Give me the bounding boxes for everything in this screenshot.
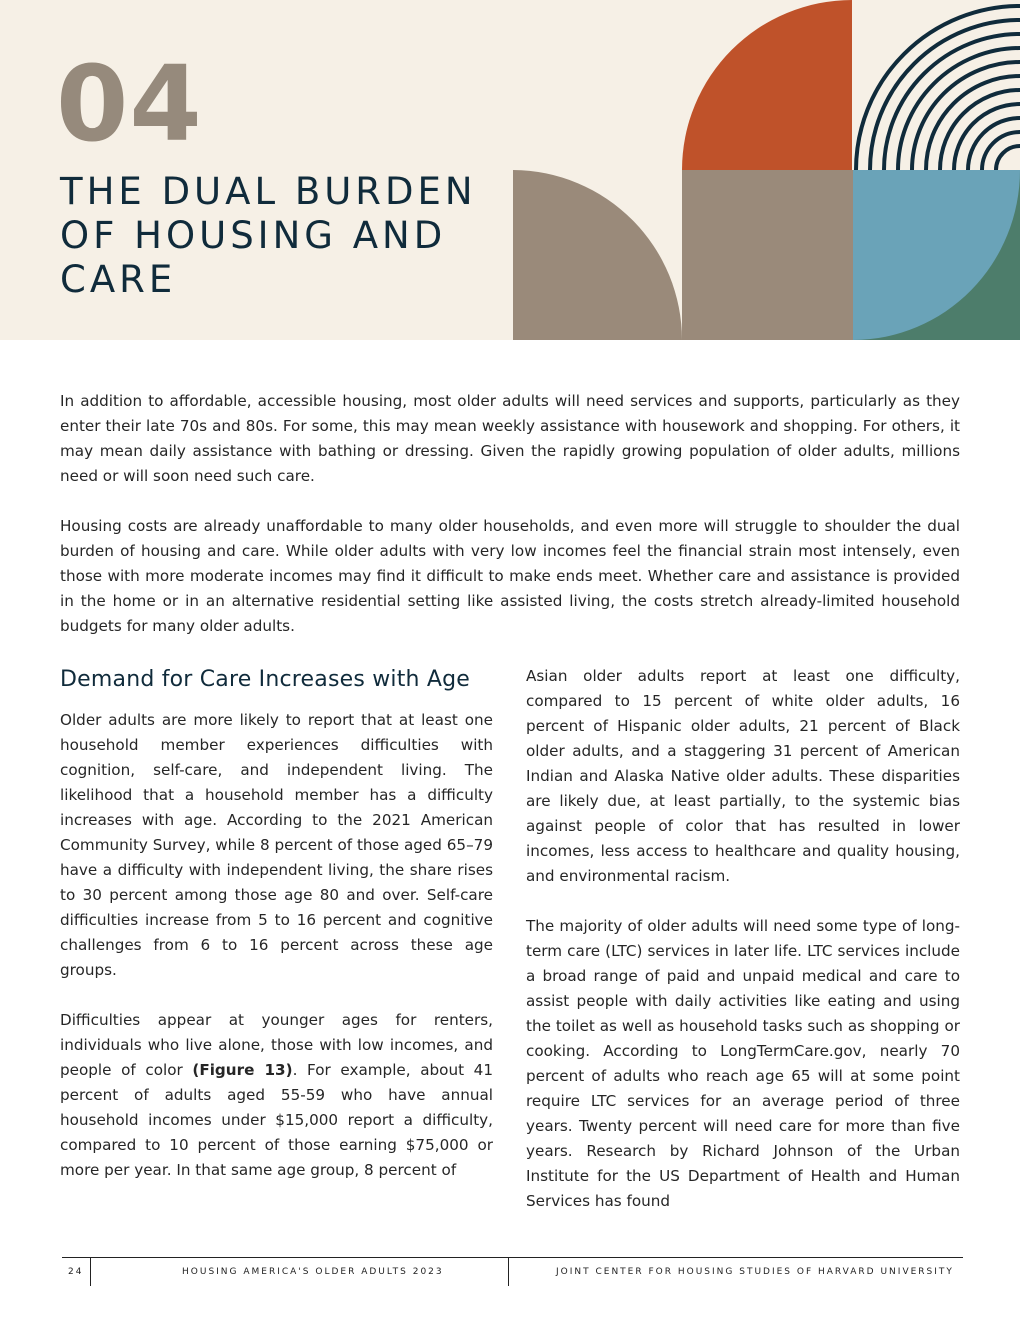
body-paragraph [60, 1008, 493, 1183]
body-paragraph: The majority of older adults will need some type of long-term care (LTC) services in later life. LTC services include a broad range of paid and unpaid medical and care to assist people with daily activities like eating and using the toilet as well as household tasks such as shopping or cooking. According to LongTermCare.gov, nearly 70 percent of adults who reach age 65 will at some point require LTC services for an average period of three years. Twenty percent will need care for more than five years. Research by Richard Johnson of the Urban Institute for the US Department of Health and Human Services has found [526, 917, 960, 1210]
paragraph-gap [526, 889, 960, 914]
figure-reference: (Figure 13) [192, 1061, 293, 1079]
chapter-header [0, 0, 1020, 340]
taupe-square-shape [682, 170, 853, 340]
page-number: 24 [68, 1267, 84, 1277]
intro-paragraph: In addition to affordable, accessible housing, most older adults will need services and supports, particularly as they enter their late 70s and 80s. For some, this may mean weekly assistance with housework and shopping. For others, it may mean daily assistance with bathing or dressing. Given the rapidly growing population of older adults, millions need or will soon need such care. [60, 392, 960, 485]
intro-paragraph: Housing costs are already unaffordable to many older households, and even more will struggle to shoulder the dual burden of housing and care. While older adults with very low incomes feel the financial strain most intensely, even those with more moderate incomes may find it difficult to make ends meet. Whether care and assistance is provided in the home or in an alternative residential setting like assisted living, the costs stretch already-limited household budgets for many older adults. [60, 517, 960, 635]
page-footer [62, 1257, 963, 1288]
right-column [526, 664, 960, 1214]
section-heading: Demand for Care Increases with Age [60, 667, 471, 692]
chapter-number: 04 [56, 43, 203, 165]
chapter-title: THE DUAL BURDEN OF HOUSING AND CARE [60, 170, 477, 301]
paragraph-text: Difficulties appear at younger ages for renters, individuals who live alone, those with low incomes, and people of color [60, 1011, 493, 1079]
taupe-arc-shape [513, 170, 682, 340]
body-paragraph-continued: Asian older adults report at least one difficulty, compared to 15 percent of white older adults, 16 percent of Hispanic older adults, 21 percent of Black older adults, and a staggering 31 percent of American Indian and Alaska Native older adults. These disparities are likely due, at least partially, to the systemic bias against people of color that has resulted in lower incomes, less access to healthcare and quality housing, and environmental racism. [526, 667, 960, 885]
body-paragraph: Older adults are more likely to report that at least one household member experiences difficulties with cognition, self-care, and independent living. The likelihood that a household member has a difficulty increases with age. According to the 2021 American Community Survey, while 8 percent of those aged 65–79 have a difficulty with independent living, the share rises to 30 percent among those age 80 and over. Self-care difficulties increase from 5 to 16 percent and cognitive challenges from 6 to 16 percent across these age groups. [60, 711, 493, 979]
report-title: HOUSING AMERICA'S OLDER ADULTS 2023 [182, 1267, 444, 1277]
paragraph-text: . For example, about 41 percent of adults aged 55-59 who have annual household incomes under $15,000 report a difficulty, compared to 10 percent of those earning $75,000 or more per year. In that same age group, 8 percent of [60, 1061, 493, 1179]
left-column [60, 664, 493, 1183]
rust-quarter-circle-shape [682, 0, 852, 170]
footer-divider [508, 1258, 509, 1286]
organization-name: JOINT CENTER FOR HOUSING STUDIES OF HARVARD UNIVERSITY [556, 1267, 954, 1277]
concentric-arcs-shape [856, 6, 1020, 170]
footer-divider [90, 1258, 91, 1286]
decorative-geometric-art [513, 0, 1020, 340]
